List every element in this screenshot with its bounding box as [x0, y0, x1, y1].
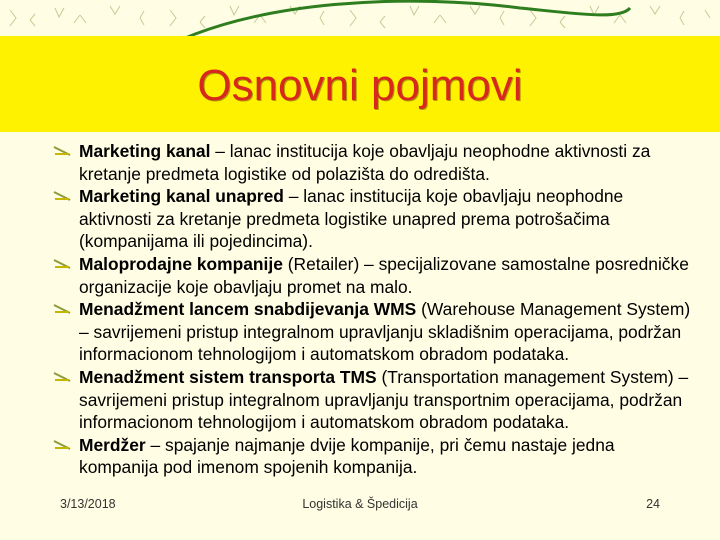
bullet-mark-icon [52, 188, 72, 204]
bullet-term: Merdžer [79, 434, 146, 455]
bullet-item [52, 366, 692, 434]
bullet-item [52, 434, 692, 479]
bullet-text: (Warehouse Management System) – savrijemeni pristup integralnom upravljanju skladišnim operacijama, podržan informacionom tehnologijom i automatskom obradom podataka. [79, 299, 691, 365]
bullet-item [52, 140, 692, 185]
bullet-text: – spajanje najmanje dvije kompanije, pri čemu nastaje jedna kompanija pod imenom spojenih kompanija. [79, 434, 615, 478]
bullet-text: – lanac institucija koje obavljaju neophodne aktivnosti za kretanje predmeta logistike unapred prema potrošačima (kompanijama ili pojedincima). [79, 186, 624, 252]
bullet-mark-icon [52, 143, 72, 159]
bullet-text: (Retailer) – specijalizovane samostalne posredničke organizacije koje obavljaju promet na malo. [79, 253, 689, 297]
bullet-term: Menadžment lancem snabdijevanja WMS [79, 299, 417, 320]
slide-number: 24 [646, 497, 660, 511]
bullet-list [52, 140, 692, 479]
bullet-text: (Transportation management System) – savrijemeni pristup integralnom upravljanju transportnim operacijama, podržan informacionom tehnologijom i automatskom obradom podataka. [79, 366, 689, 433]
bullet-mark-icon [52, 256, 72, 272]
bullet-text: – lanac institucija koje obavljaju neophodne aktivnosti za kretanje predmeta logistike od polazišta do odredišta. [79, 141, 651, 184]
bullet-term: Marketing kanal unapred [79, 186, 284, 207]
bullet-mark-icon [52, 369, 72, 385]
slide-title: Osnovni pojmovi [197, 61, 523, 110]
footer-date: 3/13/2018 [60, 497, 116, 511]
bullet-term: Maloprodajne kompanije [79, 253, 283, 274]
bullet-mark-icon [52, 301, 72, 317]
plant-pattern-icon [10, 6, 710, 28]
bullet-item [52, 185, 692, 253]
bullet-term: Marketing kanal [79, 141, 211, 161]
bullet-item [52, 253, 692, 298]
bullet-item [52, 298, 692, 366]
footer-title: Logistika & Špedicija [302, 497, 418, 511]
bullet-mark-icon [52, 437, 72, 453]
bullet-term: Menadžment sistem transporta TMS [79, 366, 377, 387]
